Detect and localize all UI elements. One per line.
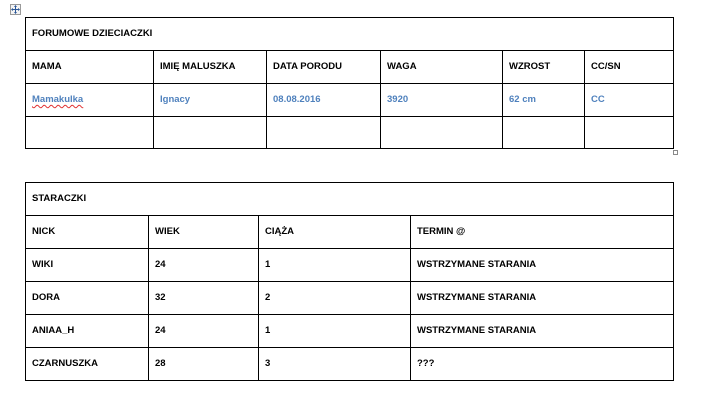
header-cell[interactable]: WIEK [149,216,259,249]
nick-cell[interactable]: WIKI [26,249,149,282]
pregnancy-cell[interactable]: 1 [259,315,411,348]
header-cell[interactable]: DATA PORODU [267,51,381,84]
nick-cell[interactable]: ANIAA_H [26,315,149,348]
empty-table-row [26,117,674,149]
pregnancy-cell[interactable]: 2 [259,282,411,315]
table-title-cell[interactable]: FORUMOWE DZIECIACZKI [26,18,674,51]
table-row [26,348,674,381]
due-date-cell[interactable]: WSTRZYMANE STARANIA [411,249,674,282]
table-title-cell[interactable]: STARACZKI [26,183,674,216]
header-cell[interactable]: CC/SN [585,51,674,84]
table-row [26,315,674,348]
mother-cell[interactable] [26,84,154,117]
nick-cell[interactable]: CZARNUSZKA [26,348,149,381]
age-cell[interactable]: 28 [149,348,259,381]
table-header-row [26,216,674,249]
header-cell[interactable]: WAGA [381,51,503,84]
pregnancy-cell[interactable]: 3 [259,348,411,381]
header-cell[interactable]: TERMIN @ [411,216,674,249]
nick-cell[interactable]: DORA [26,282,149,315]
trying-to-conceive-table [25,182,674,381]
empty-cell[interactable] [503,117,585,149]
due-date-cell[interactable]: WSTRZYMANE STARANIA [411,282,674,315]
header-cell[interactable]: NICK [26,216,149,249]
pregnancy-cell[interactable]: 1 [259,249,411,282]
empty-cell[interactable] [26,117,154,149]
height-cell[interactable]: 62 cm [503,84,585,117]
delivery-type-cell[interactable]: CC [585,84,674,117]
header-cell[interactable]: WZROST [503,51,585,84]
age-cell[interactable]: 24 [149,249,259,282]
header-cell[interactable]: CIĄŻA [259,216,411,249]
weight-cell[interactable]: 3920 [381,84,503,117]
header-cell[interactable]: IMIĘ MALUSZKA [154,51,267,84]
forum-babies-table [25,17,674,149]
header-cell[interactable]: MAMA [26,51,154,84]
birth-date-cell[interactable]: 08.08.2016 [267,84,381,117]
baby-name-cell[interactable]: Ignacy [154,84,267,117]
empty-cell[interactable] [267,117,381,149]
age-cell[interactable]: 32 [149,282,259,315]
due-date-cell[interactable]: WSTRZYMANE STARANIA [411,315,674,348]
misspelled-word: Mamakulka [32,94,84,105]
four-arrows-move-icon [11,5,20,14]
table-row [26,84,674,117]
table-row [26,249,674,282]
due-date-cell[interactable]: ??? [411,348,674,381]
empty-cell[interactable] [154,117,267,149]
empty-cell[interactable] [585,117,674,149]
age-cell[interactable]: 24 [149,315,259,348]
resize-square-icon[interactable] [673,150,678,155]
table-move-handle-icon[interactable] [10,4,21,15]
table-header-row [26,51,674,84]
table-row [26,282,674,315]
empty-cell[interactable] [381,117,503,149]
